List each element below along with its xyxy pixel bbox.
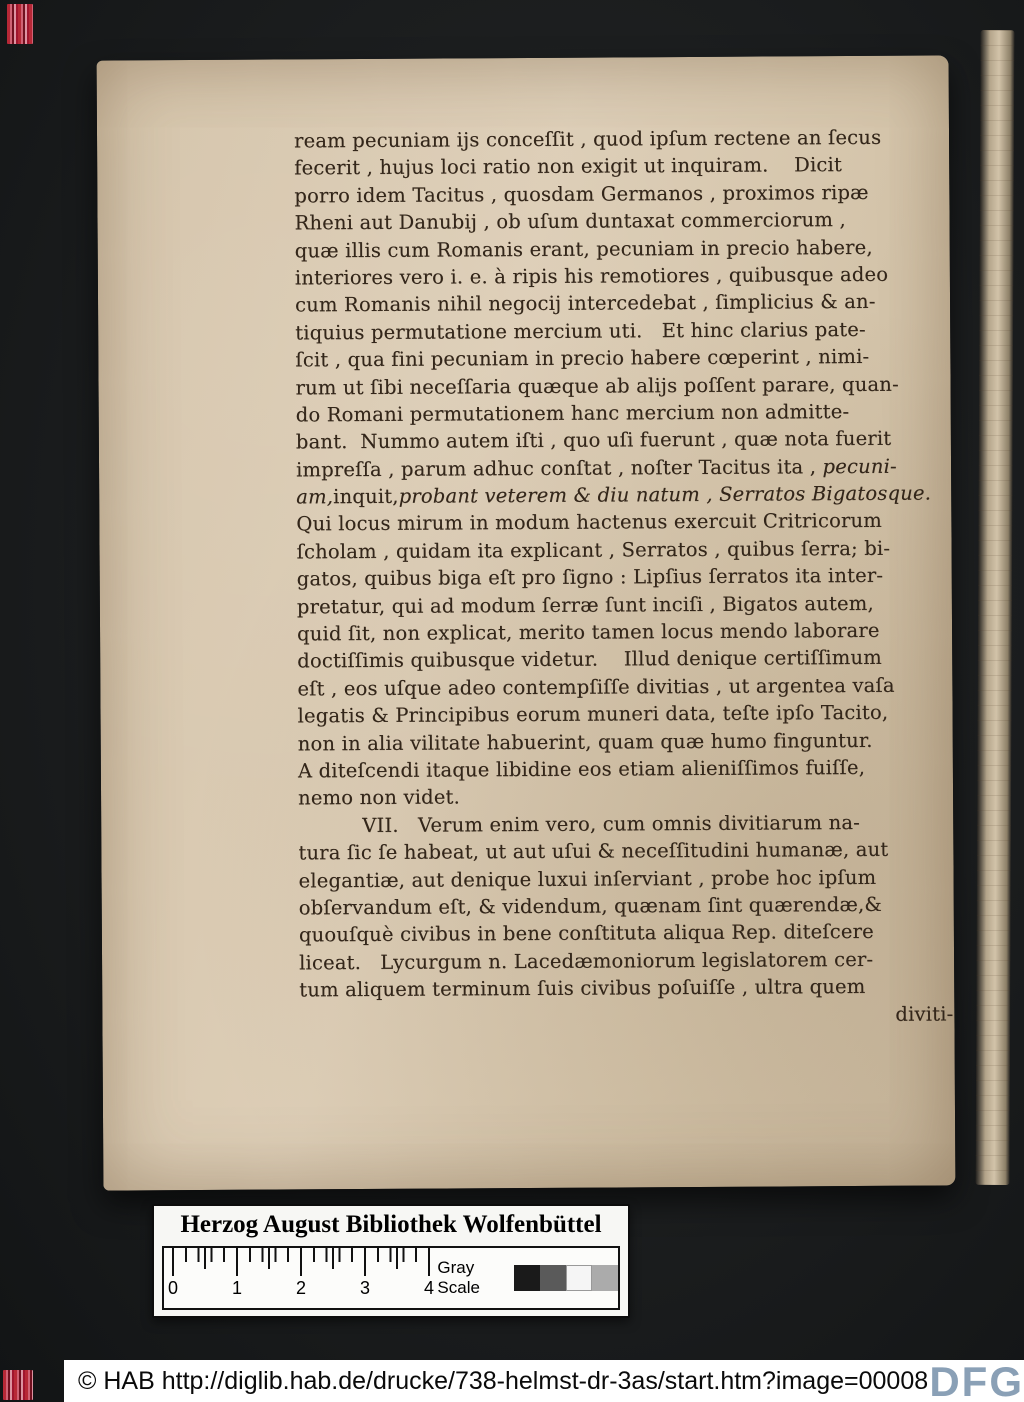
ruler-number: 2 xyxy=(295,1278,307,1298)
grayscale-section xyxy=(437,1248,618,1308)
text-line: Qui locus mirum in modum hactenus exercuit Critricorum xyxy=(296,509,883,536)
text-line: ream pecuniam ijs conceſſit , quod ipſum rectene an ſecus xyxy=(293,125,882,153)
ruler xyxy=(167,1248,435,1304)
color-registration-bar-top xyxy=(7,4,33,44)
text-line: pretatur, qui ad modum ſerræ ſunt inciſi , Bigatos autem, xyxy=(296,591,874,619)
text-line: nemo non videt. xyxy=(297,785,461,810)
grayscale-swatch-white xyxy=(566,1265,592,1291)
ruler-grayscale-box xyxy=(162,1246,620,1310)
text-line: ſcit , qua fini pecuniam in precio habere cœperint , nimi- xyxy=(295,345,870,372)
text-line: ſcholam , quidam ita explicant , Serratos , quibus ſerra; bi- xyxy=(296,536,891,564)
text-line: bant. Nummo autem iſti , quo uſi fuerunt , quæ nota fuerit xyxy=(295,427,892,454)
text-line xyxy=(296,452,956,483)
grayscale-swatch-lightgray xyxy=(592,1265,618,1291)
text-line xyxy=(296,479,956,510)
text-line: fecerit , hujus loci ratio non exigit ut inquiram. Dicit xyxy=(294,153,843,180)
ruler-major-ticks xyxy=(172,1248,432,1276)
text-line-paragraph-start: VII. Verum enim vero, cum omnis divitiarum na- xyxy=(362,810,861,837)
text-segment-italic: am, xyxy=(296,485,334,509)
dfg-logo: DFG xyxy=(929,1358,1024,1402)
text-line: interiores vero i. e. à ripis his remotiores , quibusque adeo xyxy=(294,262,889,290)
ruler-number: 3 xyxy=(359,1278,371,1298)
text-line: tura ſic ſe habeat, ut aut uſui & neceſſitudini humanæ, aut xyxy=(298,837,889,865)
text-line: eſt , eos uſque adeo contempſiſſe divitias , ut argentea vaſa xyxy=(297,673,895,701)
text-segment: impreſſa , parum adhuc conſtat , noſter Tacitus ita , xyxy=(295,454,823,482)
text-line: non in alia vilitate habuerint, quam quæ humo finguntur. xyxy=(297,728,873,755)
grayscale-swatch-darkgray xyxy=(540,1265,566,1291)
text-line: quid ſit, non explicat, merito tamen locus mendo laborare xyxy=(296,618,880,646)
text-line: quæ illis cum Romanis erant, pecuniam in precio habere, xyxy=(294,235,873,262)
text-line: obſervandum eſt, & videndum, quænam ſint quærendæ,& xyxy=(298,892,882,920)
copyright-url-text: © HAB http://diglib.hab.de/drucke/738-helmst-dr-3as/start.htm?image=00008 xyxy=(78,1366,929,1395)
library-scale-card xyxy=(152,1204,630,1318)
text-line: A diteſcendi itaque libidine eos etiam alieniſſimos fuiſſe, xyxy=(297,755,866,783)
grayscale-swatch-row xyxy=(514,1265,618,1291)
catchword: diviti- xyxy=(895,1001,954,1026)
text-segment: inquit, xyxy=(333,484,399,509)
text-line: do Romani permutationem hanc mercium non admitte- xyxy=(295,399,850,427)
text-line: doctiſſimis quibusque videtur. Illud denique certiſſimum xyxy=(297,646,882,673)
book-page-paper xyxy=(97,55,956,1190)
ruler-number: 0 xyxy=(167,1278,179,1298)
text-line: elegantiæ, aut denique luxui inſerviant , probe hoc ipſum xyxy=(298,865,877,892)
text-line: tiquius permutatione mercium uti. Et hinc clarius pate- xyxy=(295,317,866,345)
color-registration-bar-bottom xyxy=(3,1370,33,1400)
text-line: rum ut ſibi neceſſaria quæque ab alijs poſſent parare, quan- xyxy=(295,372,899,399)
text-line: Rheni aut Danubij , ob uſum duntaxat commerciorum , xyxy=(294,208,846,235)
library-name: Herzog August Bibliothek Wolfenbüttel xyxy=(180,1211,602,1238)
text-segment-italic: probant veterem & diu natum , Serratos Bigatosque. xyxy=(398,481,932,508)
grayscale-label: Gray Scale xyxy=(437,1258,480,1297)
page-text-block xyxy=(294,123,960,1031)
text-line: tum aliquem terminum ſuis civibus poſuiſſe , ultra quem xyxy=(299,975,866,1002)
ruler-number: 1 xyxy=(231,1278,243,1298)
text-line: porro idem Tacitus , quosdam Germanos , proximos ripæ xyxy=(294,180,869,208)
text-line: liceat. Lycurgum n. Lacedæmoniorum legislatorem cer- xyxy=(299,947,874,975)
text-line: quouſquè civibus in bene conſtituta aliqua Rep. diteſcere xyxy=(298,920,874,947)
footer-strip xyxy=(64,1360,1024,1402)
text-line: legatis & Principibus eorum muneri data, teſte ipſo Tacito, xyxy=(297,700,889,728)
text-line: gatos, quibus biga eſt pro ſigno : Lipſius ſerratos ita inter- xyxy=(296,564,884,591)
ruler-number: 4 xyxy=(423,1278,435,1298)
text-line: cum Romanis nihil negocij intercedebat , ſimplicius & an- xyxy=(294,290,876,317)
grayscale-swatch-black xyxy=(514,1265,540,1291)
text-segment-italic: pecuni- xyxy=(822,454,897,478)
adjacent-page-edge xyxy=(975,30,1014,1185)
